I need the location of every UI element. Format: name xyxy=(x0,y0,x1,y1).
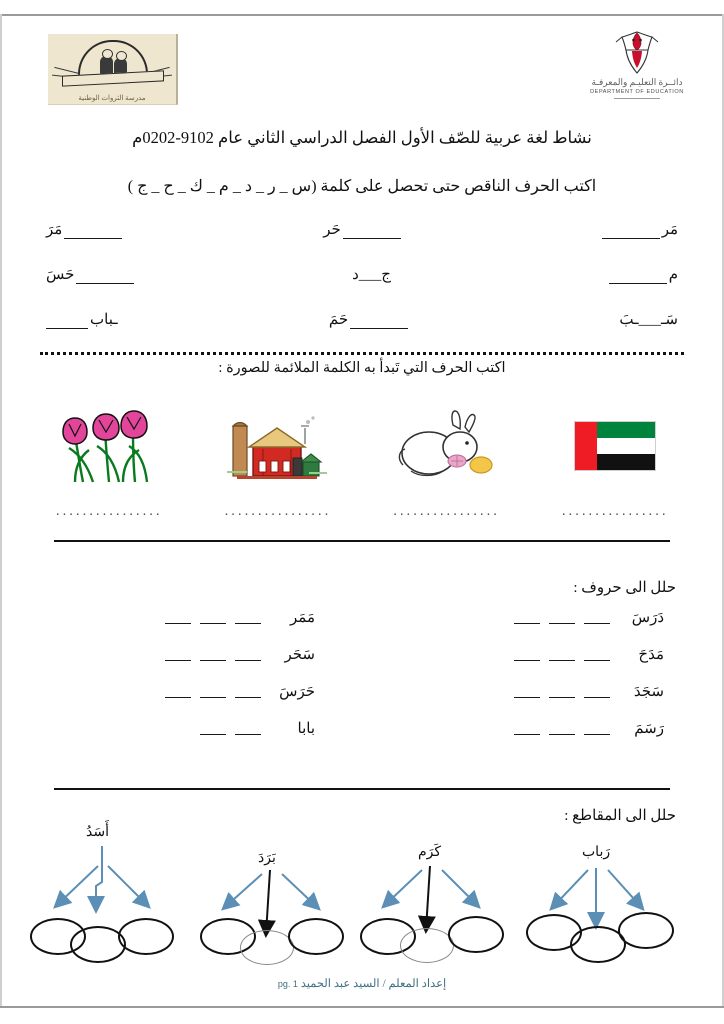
fill-item[interactable] xyxy=(609,265,678,284)
blank-line[interactable] xyxy=(602,225,660,239)
syllable-word: بَرَدَ xyxy=(258,851,276,866)
decomp-slots[interactable] xyxy=(514,687,610,701)
letter-slot[interactable] xyxy=(514,613,540,624)
department-of-education-logo xyxy=(584,30,690,110)
fill-item[interactable] xyxy=(323,220,401,239)
answer-dots[interactable]: ................ xyxy=(224,502,331,519)
fill-row-3 xyxy=(46,310,678,329)
fill-word: حَمَ xyxy=(328,312,349,328)
decomp-slots[interactable] xyxy=(514,650,610,664)
fill-word: م xyxy=(668,267,678,283)
letter-slot[interactable] xyxy=(165,613,191,624)
decomp-word: رَسَمَ xyxy=(634,721,664,737)
letter-slot[interactable] xyxy=(514,724,540,735)
decomp-row xyxy=(60,608,664,627)
syllable-group xyxy=(30,822,190,962)
blank-line[interactable] xyxy=(343,225,401,239)
flag-white-band xyxy=(597,438,655,454)
fill-word: مَرَ xyxy=(46,222,63,238)
flag-hoist-band xyxy=(575,422,597,470)
decomp-word: بابا xyxy=(297,721,315,737)
uae-flag-icon xyxy=(540,404,690,488)
fill-item[interactable] xyxy=(352,265,391,284)
syllable-oval[interactable] xyxy=(400,928,454,963)
tulips-icon xyxy=(34,404,184,488)
flag-green-band xyxy=(597,422,655,438)
doe-english-label: DEPARTMENT OF EDUCATION xyxy=(590,89,684,95)
fill-row-1 xyxy=(46,220,678,239)
school-logo xyxy=(48,34,178,105)
letter-slot[interactable] xyxy=(235,687,261,698)
letter-slot[interactable] xyxy=(235,724,261,735)
syllable-word: أَسَدُ xyxy=(86,825,109,840)
letter-slot[interactable] xyxy=(584,687,610,698)
page-top-rule xyxy=(0,14,724,16)
answer-dots[interactable]: ................ xyxy=(561,502,669,519)
letter-slot[interactable] xyxy=(514,650,540,661)
picture-cell-flag xyxy=(540,404,690,519)
letter-slot[interactable] xyxy=(549,650,575,661)
letter-slot[interactable] xyxy=(549,724,575,735)
decomp-cell[interactable] xyxy=(60,608,315,627)
decomp-cell[interactable] xyxy=(409,682,664,701)
solid-separator xyxy=(54,540,670,542)
decomp-slots[interactable] xyxy=(165,687,261,701)
decomp-row xyxy=(60,719,664,738)
fill-word: مَر xyxy=(661,222,678,238)
barn-house-icon xyxy=(203,404,353,488)
fill-word: ـباب xyxy=(90,312,118,328)
decomp-row xyxy=(60,682,664,701)
syllable-word: رَباب xyxy=(582,845,611,860)
flag-black-band xyxy=(597,454,655,470)
footer-credit: إعداد المعلم / السيد عبد الحميد xyxy=(300,978,447,990)
page-header xyxy=(0,26,724,112)
dotted-separator xyxy=(40,352,684,355)
blank-line[interactable] xyxy=(76,270,134,284)
blank-line[interactable] xyxy=(46,315,88,329)
decomp-cell[interactable] xyxy=(409,608,664,627)
syllable-oval[interactable] xyxy=(70,926,126,963)
fill-row-2 xyxy=(46,265,678,284)
picture-cell-rabbit xyxy=(371,404,521,519)
answer-dots[interactable]: ................ xyxy=(392,502,500,519)
doe-divider xyxy=(614,98,660,99)
letter-slot[interactable] xyxy=(549,687,575,698)
solid-separator xyxy=(54,788,670,790)
wheat-ray-icon xyxy=(54,66,80,74)
page-left-edge xyxy=(0,14,2,1008)
decomp-slots[interactable] xyxy=(165,613,261,627)
section2-instruction: اكتب الحرف التي تَبدأ به الكلمة الملائمة للصورة : xyxy=(218,360,506,376)
letter-slot[interactable] xyxy=(584,613,610,624)
syllable-oval[interactable] xyxy=(240,930,294,965)
decomp-cell[interactable] xyxy=(60,645,315,664)
fill-item[interactable] xyxy=(329,310,408,329)
picture-row xyxy=(34,404,690,519)
letter-slot[interactable] xyxy=(200,650,226,661)
decomp-row xyxy=(60,645,664,664)
letter-slot[interactable] xyxy=(514,687,540,698)
blank-line[interactable] xyxy=(609,270,667,284)
picture-cell-barn xyxy=(203,404,353,519)
letter-slot[interactable] xyxy=(235,613,261,624)
syllable-group xyxy=(526,822,686,962)
decomp-word: حَرَسَ xyxy=(279,684,315,700)
syllable-oval[interactable] xyxy=(448,916,504,953)
falcon-emblem-icon xyxy=(613,30,661,76)
syllable-group xyxy=(360,822,520,962)
syllable-word: كَرَم xyxy=(418,845,442,860)
decomp-cell[interactable] xyxy=(409,719,664,738)
section1-instruction: اكتب الحرف الناقص حتى تحصل على كلمة (س _ ر _ د _ م _ ك _ ح _ ج ) xyxy=(127,178,597,195)
fill-word: حَر xyxy=(323,222,341,238)
fill-word: ج___د xyxy=(352,267,391,283)
decomp-cell[interactable] xyxy=(60,719,315,738)
letter-slot[interactable] xyxy=(584,724,610,735)
letter-decomposition-table xyxy=(60,608,664,756)
letter-slot[interactable] xyxy=(165,687,191,698)
decomp-slots[interactable] xyxy=(200,724,261,738)
answer-dots[interactable]: ................ xyxy=(55,502,163,519)
school-logo-caption: مدرسة الثروات الوطنية xyxy=(78,94,146,102)
fill-item[interactable] xyxy=(619,310,678,329)
decomp-cell[interactable] xyxy=(409,645,664,664)
page-footer xyxy=(0,976,724,990)
decomp-word: سَجَدَ xyxy=(633,684,664,700)
syllable-oval[interactable] xyxy=(618,912,674,949)
decomp-word: دَرَسَ xyxy=(631,610,664,626)
fill-item[interactable] xyxy=(46,220,122,239)
section4-instruction: حلل الى المقاطع : xyxy=(564,808,676,824)
decomp-cell[interactable] xyxy=(60,682,315,701)
decomp-slots[interactable] xyxy=(514,724,610,738)
fill-word: حَسَ xyxy=(46,267,75,283)
fill-word: سَـ___ـبَ xyxy=(619,312,678,328)
page-number: pg. 1 xyxy=(277,979,298,989)
syllable-diagram-area xyxy=(24,812,700,962)
page-bottom-rule xyxy=(0,1006,724,1008)
letter-slot[interactable] xyxy=(235,650,261,661)
fill-item[interactable] xyxy=(46,265,134,284)
syllable-oval[interactable] xyxy=(118,918,174,955)
syllable-oval[interactable] xyxy=(288,918,344,955)
letter-slot[interactable] xyxy=(584,650,610,661)
letter-slot[interactable] xyxy=(200,687,226,698)
section3-instruction: حلل الى حروف : xyxy=(573,580,676,596)
blank-line[interactable] xyxy=(350,315,408,329)
rabbit-icon xyxy=(371,404,521,488)
letter-slot[interactable] xyxy=(549,613,575,624)
fill-item[interactable] xyxy=(602,220,678,239)
decomp-word: مَدَحَ xyxy=(638,647,664,663)
picture-cell-tulips xyxy=(34,404,184,519)
letter-slot[interactable] xyxy=(165,650,191,661)
page-title: نشاط لغة عربية للصّف الأول الفصل الدراسي الثاني عام 2019-2020م xyxy=(132,128,592,147)
decomp-slots[interactable] xyxy=(514,613,610,627)
fill-item[interactable] xyxy=(46,310,118,329)
syllable-group xyxy=(200,822,360,962)
letter-slot[interactable] xyxy=(200,613,226,624)
letter-slot[interactable] xyxy=(200,724,226,735)
decomp-slots[interactable] xyxy=(165,650,261,664)
decomp-word: مَمَر xyxy=(290,610,315,626)
decomp-word: سَحَر xyxy=(284,647,315,663)
blank-line[interactable] xyxy=(64,225,122,239)
doe-arabic-label: دائــرة التعليـم والمعرفـة xyxy=(591,77,683,87)
